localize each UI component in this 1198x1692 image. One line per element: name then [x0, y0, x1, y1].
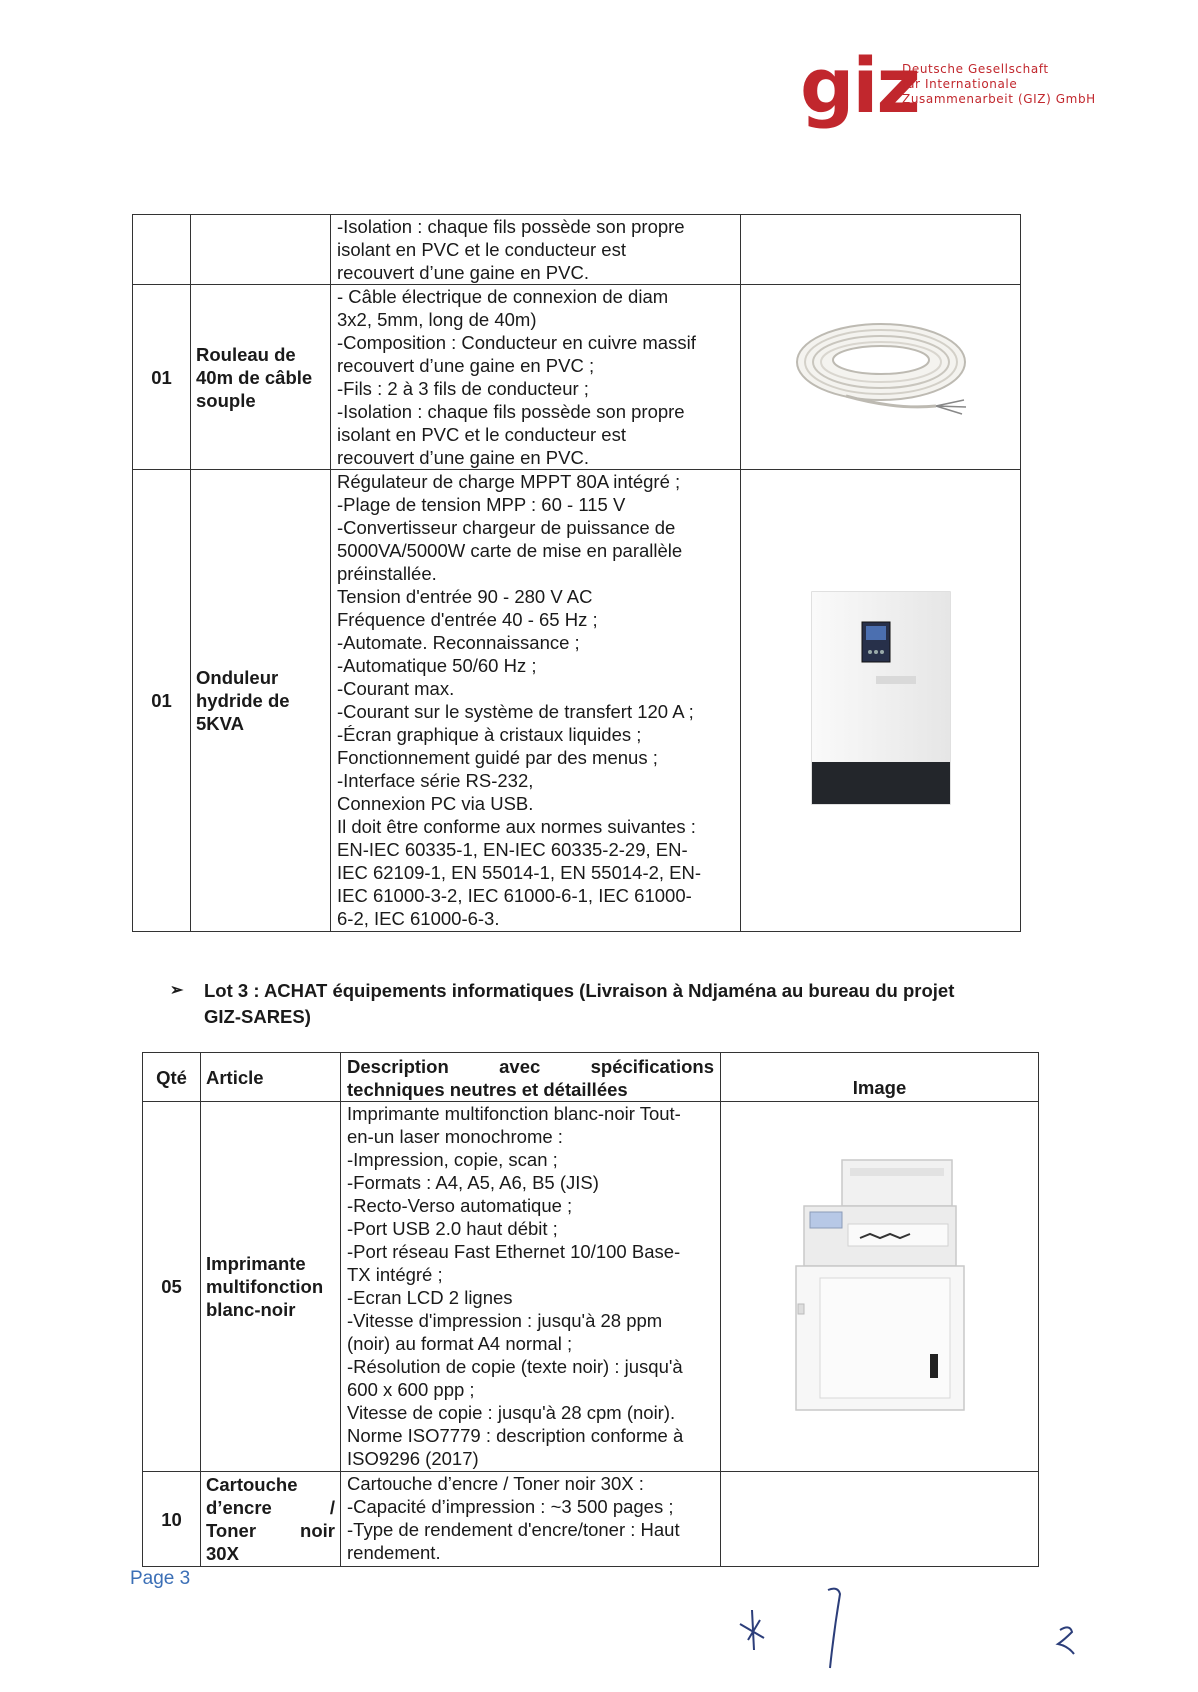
giz-logo-line: für Internationale: [902, 77, 1018, 91]
image-cell: [741, 285, 1021, 470]
article-line: Rouleau de: [196, 343, 296, 365]
table-row: [143, 1472, 1039, 1567]
table-row: [143, 1102, 1039, 1472]
description-line: -Plage de tension MPP : 60 - 115 V: [337, 494, 626, 515]
description-line: -Recto-Verso automatique ;: [347, 1195, 573, 1216]
inverter-image: [806, 588, 956, 808]
header-qty: Qté: [143, 1053, 201, 1102]
description-line: -Composition : Conducteur en cuivre massif: [337, 332, 696, 353]
qty-cell: 10: [143, 1472, 201, 1567]
description-line: isolant en PVC et le conducteur est: [337, 239, 626, 260]
header-description-text: Description avec spécifications: [347, 1056, 714, 1077]
description-line: recouvert d’une gaine en PVC ;: [337, 355, 595, 376]
description-line: Connexion PC via USB.: [337, 793, 534, 814]
description-line: ISO9296 (2017): [347, 1448, 479, 1469]
qty-cell: 01: [133, 470, 191, 932]
giz-logo-line: Zusammenarbeit (GIZ) GmbH: [902, 92, 1096, 106]
article-line: multifonction: [206, 1276, 324, 1297]
description-line: -Interface série RS-232,: [337, 770, 534, 791]
qty-cell: [133, 215, 191, 285]
description-line: (noir) au format A4 normal ;: [347, 1333, 573, 1354]
description-line: -Ecran LCD 2 lignes: [347, 1287, 513, 1308]
giz-logo-mark: giz: [800, 41, 919, 130]
printer-image: [790, 1154, 970, 1414]
description-line: -Écran graphique à cristaux liquides ;: [337, 724, 642, 745]
bullet-arrow-icon: ➢: [170, 982, 184, 999]
description-line: TX intégré ;: [347, 1264, 443, 1285]
article-line: Toner noir: [206, 1520, 335, 1541]
lot3-heading-line: Lot 3 : ACHAT équipements informatiques (Livraison à Ndjaména au bureau du projet: [204, 980, 955, 1001]
article-line: hydride de: [196, 690, 290, 711]
description-line: -Capacité d’impression : ~3 500 pages ;: [347, 1496, 674, 1517]
table-row: [133, 215, 1021, 285]
description-cell: [341, 1472, 721, 1567]
description-line: 5000VA/5000W carte de mise en parallèle: [337, 540, 683, 561]
header-image: Image: [721, 1053, 1039, 1102]
article-line: Imprimante: [206, 1253, 306, 1274]
description-line: -Vitesse d'impression : jusqu'à 28 ppm: [347, 1310, 663, 1331]
header-description-line: [347, 1055, 714, 1078]
cable-coil-image: [786, 310, 976, 440]
description-line: isolant en PVC et le conducteur est: [337, 424, 626, 445]
article-line: Onduleur: [196, 667, 279, 688]
description-line: Cartouche d’encre / Toner noir 30X :: [347, 1473, 644, 1494]
lot3-heading-text: [204, 978, 1054, 1030]
description-line: préinstallée.: [337, 563, 437, 584]
description-line: recouvert d’une gaine en PVC.: [337, 262, 589, 283]
image-cell: [741, 470, 1021, 932]
description-line: -Port USB 2.0 haut débit ;: [347, 1218, 558, 1239]
qty-cell: 05: [143, 1102, 201, 1472]
giz-logo: [800, 41, 1096, 130]
description-line: 6-2, IEC 61000-6-3.: [337, 908, 500, 929]
description-line: 600 x 600 ppp ;: [347, 1379, 475, 1400]
article-cell: [191, 285, 331, 470]
description-line: - Câble électrique de connexion de diam: [337, 286, 669, 307]
header-description: [341, 1053, 721, 1102]
article-line: d’encre /: [206, 1497, 335, 1518]
table-row: [133, 285, 1021, 470]
article-cell: [201, 1472, 341, 1567]
description-line: Il doit être conforme aux normes suivantes :: [337, 816, 696, 837]
description-line: -Port réseau Fast Ethernet 10/100 Base-: [347, 1241, 681, 1262]
description-line: Norme ISO7779 : description conforme à: [347, 1425, 684, 1446]
table-header-row: [143, 1053, 1039, 1102]
description-line: -Résolution de copie (texte noir) : jusqu'à: [347, 1356, 683, 1377]
description-line: EN-IEC 60335-1, EN-IEC 60335-2-29, EN-: [337, 839, 688, 860]
article-cell: [201, 1102, 341, 1472]
description-line: -Automate. Reconnaissance ;: [337, 632, 580, 653]
description-line: -Convertisseur chargeur de puissance de: [337, 517, 676, 538]
description-cell: [331, 470, 741, 932]
equipment-table-lot2: [132, 214, 1021, 932]
description-line: rendement.: [347, 1542, 441, 1563]
article-line: Cartouche: [206, 1474, 298, 1495]
image-cell: [721, 1472, 1039, 1567]
image-cell: [721, 1102, 1039, 1472]
description-line: recouvert d’une gaine en PVC.: [337, 447, 589, 468]
image-cell: [741, 215, 1021, 285]
description-line: IEC 62109-1, EN 55014-1, EN 55014-2, EN-: [337, 862, 702, 883]
description-line: -Fils : 2 à 3 fils de conducteur ;: [337, 378, 589, 399]
article-line: souple: [196, 389, 256, 411]
table-row: [133, 470, 1021, 932]
description-line: 3x2, 5mm, long de 40m): [337, 309, 537, 330]
qty-cell: 01: [133, 285, 191, 470]
page-number: Page 3: [130, 1568, 191, 1589]
lot3-heading-line: GIZ-SARES): [204, 1006, 311, 1027]
description-line: -Courant sur le système de transfert 120 A ;: [337, 701, 694, 722]
description-line: Régulateur de charge MPPT 80A intégré ;: [337, 471, 681, 492]
description-line: -Isolation : chaque fils possède son propre: [337, 216, 685, 237]
description-line: Imprimante multifonction blanc-noir Tout-: [347, 1103, 681, 1124]
handwritten-page-mark: [1052, 1620, 1082, 1660]
description-cell: [331, 285, 741, 470]
description-line: en-un laser monochrome :: [347, 1126, 563, 1147]
description-line: Fréquence d'entrée 40 - 65 Hz ;: [337, 609, 598, 630]
article-line: 5KVA: [196, 713, 244, 734]
description-line: -Courant max.: [337, 678, 455, 699]
description-line: Tension d'entrée 90 - 280 V AC: [337, 586, 593, 607]
description-line: IEC 61000-3-2, IEC 61000-6-1, IEC 61000-: [337, 885, 692, 906]
giz-logo-line: Deutsche Gesellschaft: [902, 62, 1049, 76]
article-cell: [191, 215, 331, 285]
header-description-line: techniques neutres et détaillées: [347, 1079, 628, 1100]
description-cell: [341, 1102, 721, 1472]
equipment-table-lot3: [142, 1052, 1039, 1567]
description-line: -Isolation : chaque fils possède son propre: [337, 401, 685, 422]
description-line: -Type de rendement d'encre/toner : Haut: [347, 1519, 680, 1540]
description-line: -Formats : A4, A5, A6, B5 (JIS): [347, 1172, 599, 1193]
article-line: 30X: [206, 1543, 239, 1564]
description-line: -Impression, copie, scan ;: [347, 1149, 558, 1170]
article-line: 40m de câble: [196, 366, 313, 388]
article-line: blanc-noir: [206, 1299, 296, 1320]
header-article: Article: [201, 1053, 341, 1102]
description-line: Vitesse de copie : jusqu'à 28 cpm (noir).: [347, 1402, 676, 1423]
description-line: Fonctionnement guidé par des menus ;: [337, 747, 658, 768]
description-line: -Automatique 50/60 Hz ;: [337, 655, 537, 676]
description-cell: [331, 215, 741, 285]
article-cell: [191, 470, 331, 932]
handwritten-initials-signature: [730, 1580, 850, 1680]
giz-logo-text: [902, 62, 1096, 107]
